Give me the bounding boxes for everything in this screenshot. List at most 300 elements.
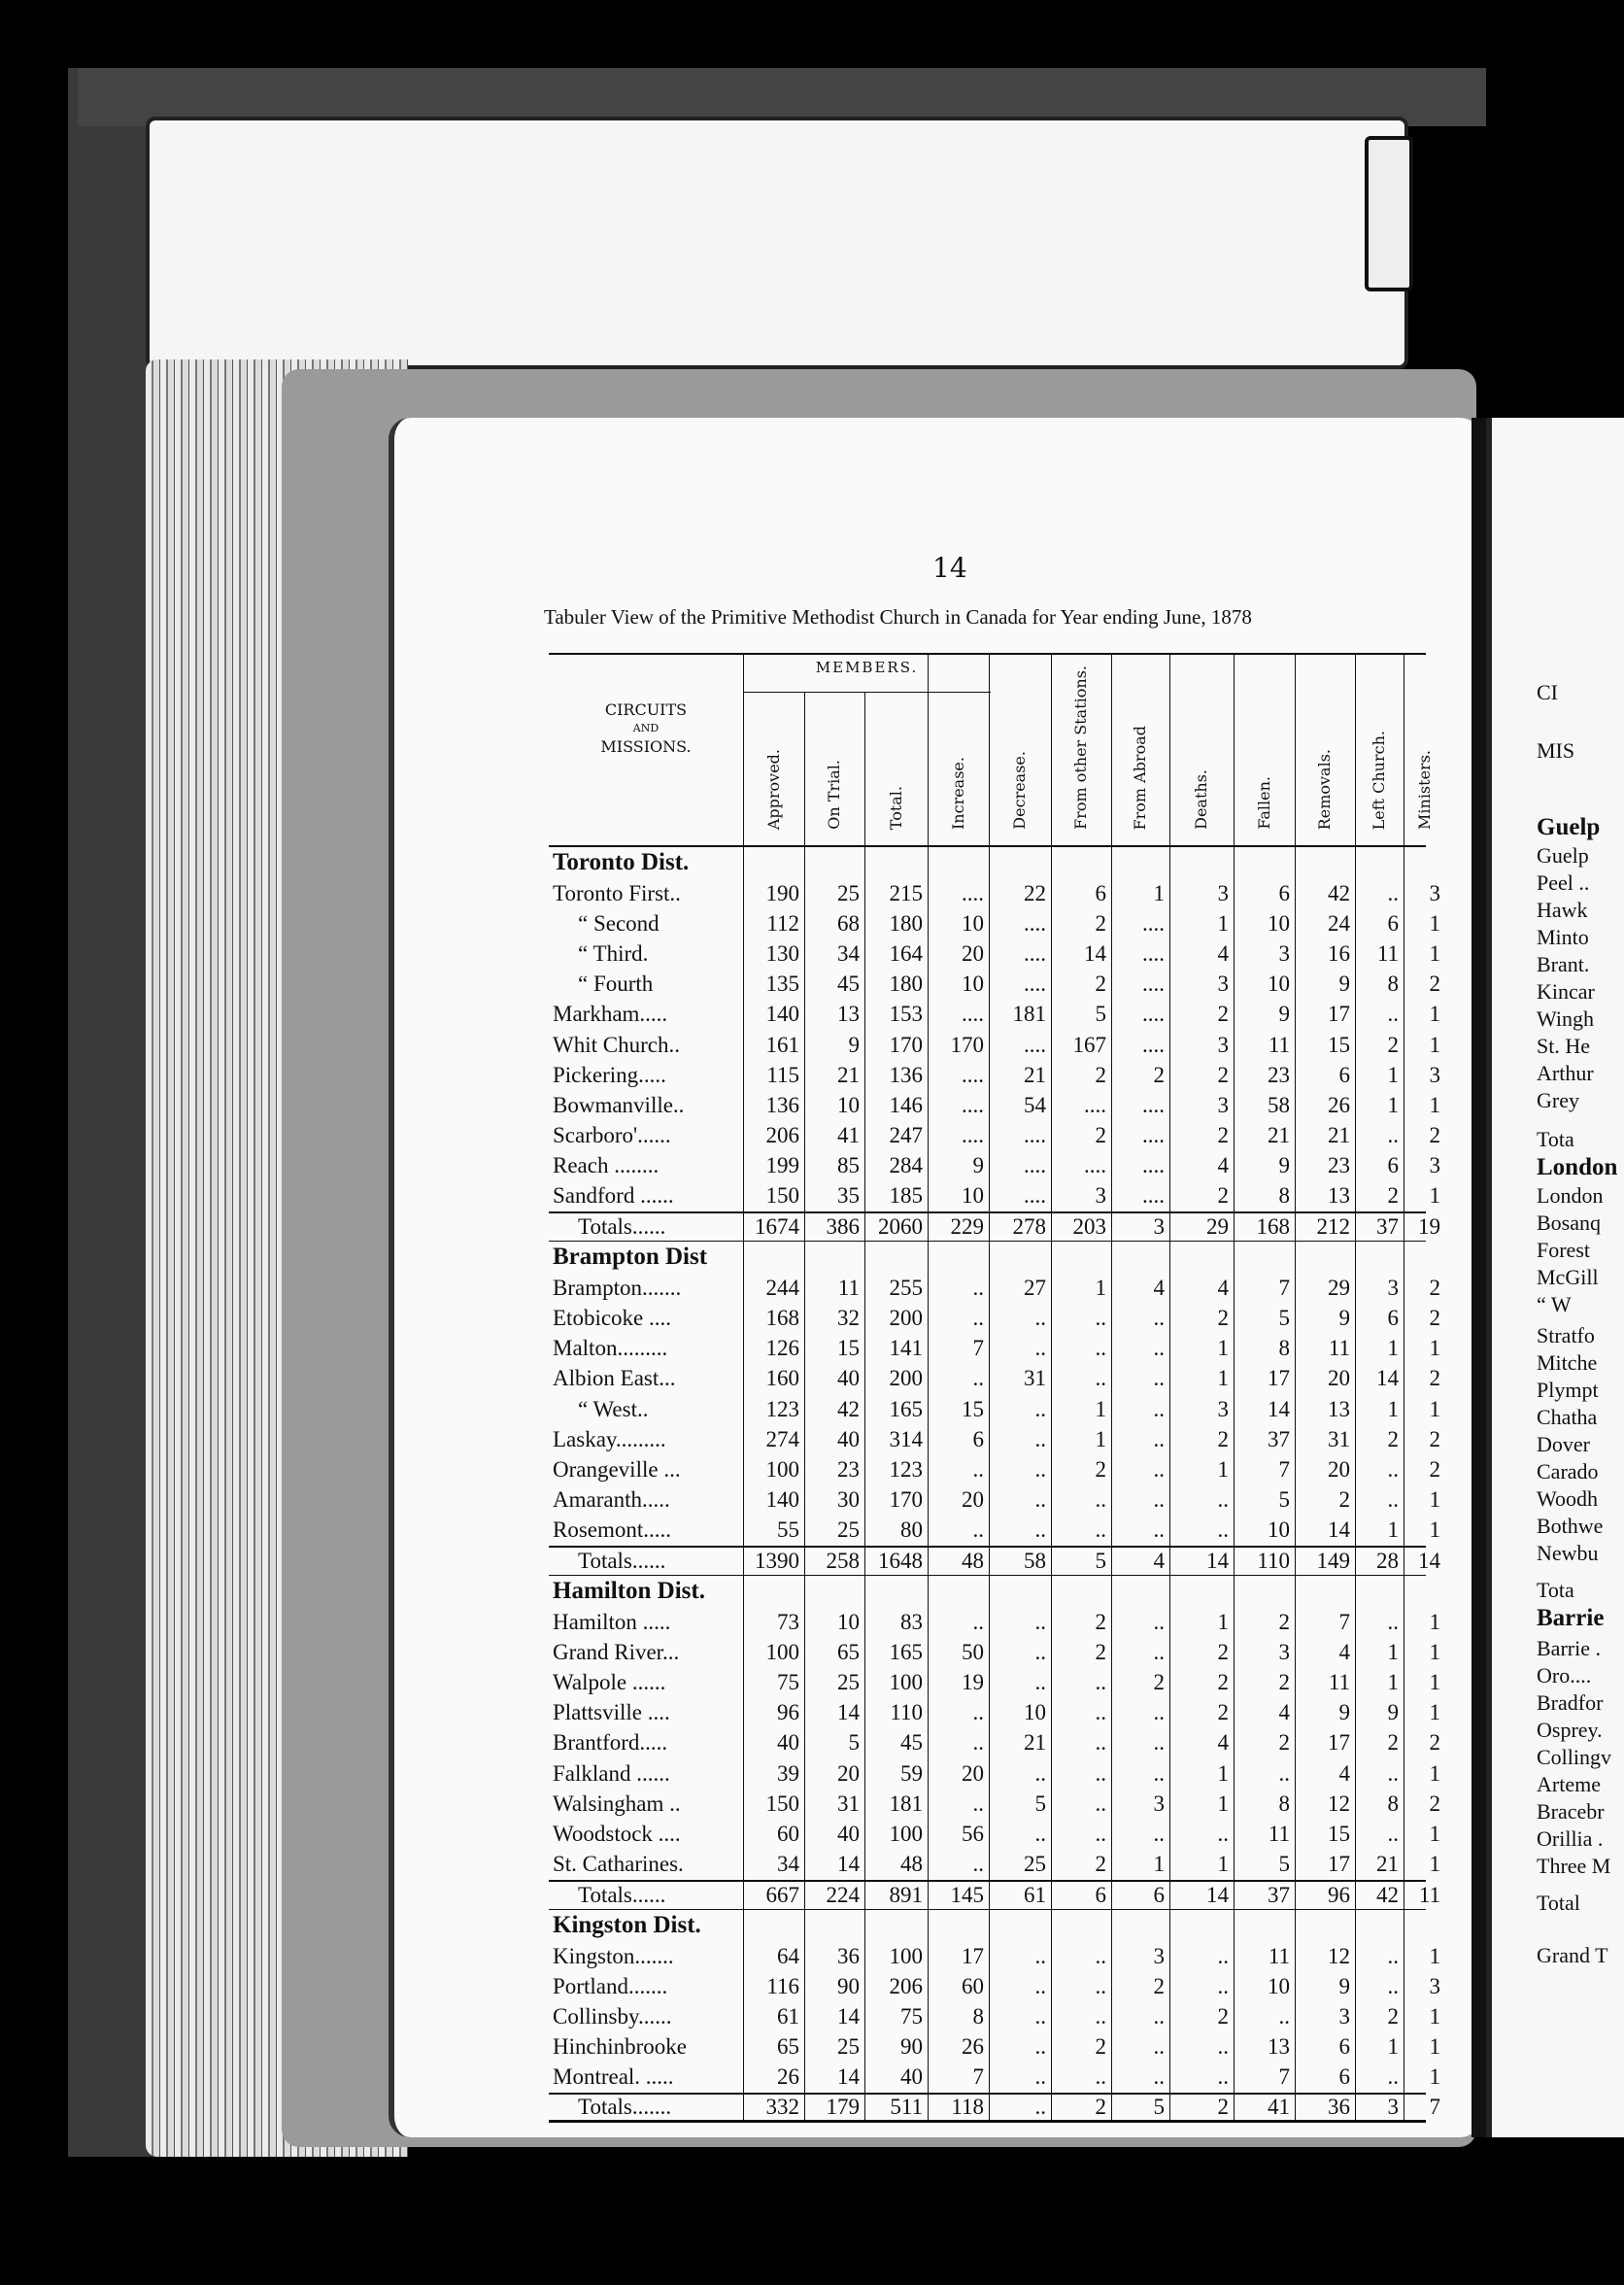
table-cell: 20: [804, 1758, 864, 1789]
column-header-label: Left Church.: [1370, 730, 1388, 830]
table-cell: 6: [1355, 908, 1404, 938]
table-cell: 5: [1234, 1850, 1295, 1880]
table-cell: 21: [989, 1728, 1051, 1758]
table-cell: 1: [1169, 1789, 1234, 1819]
circuit-name: Falkland ......: [553, 1760, 670, 1786]
table-cell: 12: [1295, 1789, 1355, 1819]
table-cell: 1: [1404, 1758, 1445, 1789]
table-cell: ..: [1111, 1303, 1169, 1333]
table-cell: ..: [1051, 1819, 1111, 1849]
table-cell: ..: [989, 2032, 1051, 2063]
table-cell: ..: [1234, 2001, 1295, 2031]
table-cell: 29: [1295, 1273, 1355, 1303]
table-cell: ..: [928, 1607, 989, 1637]
column-header-label: Removals.: [1315, 748, 1334, 830]
table-cell: 14: [1404, 1548, 1445, 1575]
table-cell: [864, 1242, 928, 1273]
table-cell: 2: [1169, 1181, 1234, 1211]
table-cell: 7: [1404, 2095, 1445, 2120]
table-cell: 247: [864, 1121, 928, 1151]
table-cell: 9: [1295, 1303, 1355, 1333]
table-cell: 2: [1234, 1728, 1295, 1758]
circuits-header: [549, 699, 743, 759]
circuit-name: Totals......: [578, 1549, 666, 1574]
column-header: [928, 757, 989, 830]
table-cell: 6: [1111, 1882, 1169, 1909]
table-cell: ..: [1355, 1758, 1404, 1789]
table-cell: ....: [1111, 1181, 1169, 1211]
table-cell: 54: [989, 1090, 1051, 1120]
table-cell: 161: [743, 1030, 804, 1060]
table-cell: ..: [989, 1941, 1051, 1971]
table-cell: 11: [1234, 1030, 1295, 1060]
table-cell: [804, 1242, 864, 1273]
table-cell: 1: [1051, 1273, 1111, 1303]
table-row: [549, 878, 1440, 908]
table-cell: 34: [743, 1850, 804, 1880]
table-cell: 40: [804, 1819, 864, 1849]
opposite-page-text: St. He: [1537, 1034, 1590, 1058]
table-cell: 27: [989, 1273, 1051, 1303]
circuit-name: Hinchinbrooke: [553, 2034, 687, 2060]
table-cell: [989, 847, 1051, 878]
opposite-page-text: CI: [1537, 680, 1558, 704]
table-cell: 58: [989, 1548, 1051, 1575]
table-cell: 80: [864, 1516, 928, 1546]
column-header: [1234, 776, 1295, 830]
table-cell: [1111, 847, 1169, 878]
table-cell: 170: [864, 1030, 928, 1060]
opposite-page-text: Kincar: [1537, 979, 1595, 1004]
opposite-page-text: Mitche: [1537, 1350, 1598, 1375]
table-cell: ..: [989, 1334, 1051, 1364]
table-cell: [743, 1910, 804, 1941]
table-row: [549, 1273, 1440, 1303]
table-cell: ..: [1051, 1971, 1111, 2001]
table-cell: 37: [1355, 1213, 1404, 1241]
table-cell: 1: [1404, 1819, 1445, 1849]
opposite-page-text: Bracebr: [1537, 1799, 1605, 1824]
table-cell: 19: [928, 1668, 989, 1698]
opposite-page-text: Arthur: [1537, 1061, 1594, 1085]
table-cell: [989, 1576, 1051, 1607]
table-cell: 1: [1111, 878, 1169, 908]
opposite-page-text: Minto: [1537, 925, 1589, 949]
table-cell: 32: [804, 1303, 864, 1333]
table-cell: 21: [1234, 1121, 1295, 1151]
table-row: [549, 1850, 1440, 1880]
table-cell: 41: [1234, 2095, 1295, 2120]
table-cell: ..: [1051, 1789, 1111, 1819]
table-cell: 7: [1295, 1607, 1355, 1637]
table-cell: ..: [1355, 1971, 1404, 2001]
table-row: [549, 1819, 1440, 1849]
table-cell: 7: [1234, 1454, 1295, 1484]
table-cell: [804, 1576, 864, 1607]
table-cell: 284: [864, 1151, 928, 1181]
table-cell: 45: [864, 1728, 928, 1758]
table-cell: 1: [1169, 1607, 1234, 1637]
table-cell: ..: [1111, 2032, 1169, 2063]
table-row: [549, 1668, 1440, 1698]
table-cell: 1: [1404, 938, 1445, 969]
table-cell: 13: [804, 1000, 864, 1030]
table-row: [549, 938, 1440, 969]
table-cell: ..: [1169, 1941, 1234, 1971]
table-cell: 23: [1295, 1151, 1355, 1181]
table-cell: ..: [1355, 1485, 1404, 1516]
table-row: [549, 1698, 1440, 1728]
table-cell: 25: [804, 1516, 864, 1546]
table-cell: 11: [1295, 1334, 1355, 1364]
table-cell: ..: [1051, 1941, 1111, 1971]
table-cell: 2: [1404, 1454, 1445, 1484]
column-header: [1051, 665, 1111, 830]
table-cell: 1: [1111, 1850, 1169, 1880]
table-cell: [1355, 847, 1404, 878]
table-cell: 8: [1234, 1181, 1295, 1211]
table-cell: 1: [1355, 2032, 1404, 2063]
table-cell: 2: [1051, 1607, 1111, 1637]
table-cell: 3: [1355, 2095, 1404, 2120]
circuit-name: “ Fourth: [578, 972, 654, 997]
table-cell: [1234, 1576, 1295, 1607]
table-cell: ..: [1111, 1424, 1169, 1454]
table-cell: 6: [1295, 1060, 1355, 1090]
table-cell: ....: [1111, 970, 1169, 1000]
table-row: [549, 1060, 1440, 1090]
table-cell: 1: [1355, 1637, 1404, 1667]
table-cell: 4: [1234, 1698, 1295, 1728]
table-cell: ..: [1169, 2032, 1234, 2063]
table-cell: [928, 847, 989, 878]
table-cell: ..: [1355, 878, 1404, 908]
table-cell: 1: [1404, 2063, 1445, 2093]
table-cell: 40: [804, 1364, 864, 1394]
table-cell: 2: [1051, 970, 1111, 1000]
table-cell: 4: [1295, 1758, 1355, 1789]
table-cell: 150: [743, 1181, 804, 1211]
table-cell: 168: [1234, 1213, 1295, 1241]
opposite-page-text: Guelp: [1537, 814, 1601, 840]
table-cell: 140: [743, 1000, 804, 1030]
table-cell: [864, 1910, 928, 1941]
table-cell: 1: [1169, 1364, 1234, 1394]
table-cell: 42: [1295, 878, 1355, 908]
table-cell: 56: [928, 1819, 989, 1849]
table-cell: 332: [743, 2095, 804, 2120]
table-cell: 1: [1404, 1334, 1445, 1364]
table-cell: ..: [1169, 2063, 1234, 2093]
table-cell: [1051, 1242, 1111, 1273]
table-cell: 1: [1404, 2032, 1445, 2063]
table-cell: 31: [804, 1789, 864, 1819]
table-cell: 13: [1295, 1181, 1355, 1211]
table-cell: ..: [1355, 1454, 1404, 1484]
opposite-page-text: Barrie: [1537, 1605, 1605, 1631]
table-cell: 25: [804, 878, 864, 908]
table-cell: 41: [804, 1121, 864, 1151]
circuit-name: Collinsby......: [553, 2003, 672, 2029]
column-header-label: From Abroad: [1131, 725, 1149, 830]
opposite-page-text: McGill: [1537, 1265, 1599, 1289]
table-cell: 17: [928, 1941, 989, 1971]
table-cell: 274: [743, 1424, 804, 1454]
table-cell: 1: [1404, 1668, 1445, 1698]
table-cell: [743, 1242, 804, 1273]
table-cell: ..: [1355, 1000, 1404, 1030]
table-cell: 2: [1404, 1273, 1445, 1303]
members-group-header: MEMBERS.: [815, 659, 919, 676]
opposite-page-text: Bradfor: [1537, 1690, 1604, 1715]
table-cell: ....: [928, 1121, 989, 1151]
table-cell: 7: [928, 1334, 989, 1364]
table-cell: 21: [1355, 1850, 1404, 1880]
table-cell: 1674: [743, 1213, 804, 1241]
table-cell: [864, 847, 928, 878]
table-row: [549, 1941, 1440, 1971]
table-cell: ..: [1169, 1819, 1234, 1849]
table-cell: 8: [928, 2001, 989, 2031]
table-cell: ..: [989, 1303, 1051, 1333]
table-cell: 37: [1234, 1424, 1295, 1454]
table-cell: 4: [1111, 1548, 1169, 1575]
table-cell: 136: [864, 1060, 928, 1090]
table-cell: 1: [1169, 1454, 1234, 1484]
table-cell: 3: [1051, 1181, 1111, 1211]
table-cell: ..: [1111, 2001, 1169, 2031]
opposite-page-text: Chatha: [1537, 1405, 1598, 1429]
circuits-label: CIRCUITS: [604, 700, 688, 719]
circuit-name: “ West..: [578, 1396, 649, 1421]
table-row: [549, 2032, 1440, 2063]
table-cell: 25: [804, 1668, 864, 1698]
table-cell: 96: [743, 1698, 804, 1728]
table-cell: ..: [1111, 1819, 1169, 1849]
table-cell: ..: [989, 1819, 1051, 1849]
table-cell: [1051, 847, 1111, 878]
table-cell: 9: [1295, 1698, 1355, 1728]
table-cell: [1169, 847, 1234, 878]
table-cell: 2: [1234, 1668, 1295, 1698]
table-cell: 2: [1051, 1060, 1111, 1090]
table-cell: 2: [1051, 1850, 1111, 1880]
table-cell: 10: [989, 1698, 1051, 1728]
circuit-name: Totals......: [578, 1214, 666, 1240]
table-cell: 2: [1169, 1424, 1234, 1454]
table-cell: [1355, 1576, 1404, 1607]
column-header: [864, 786, 928, 830]
table-cell: 199: [743, 1151, 804, 1181]
table-cell: [1111, 1576, 1169, 1607]
table-cell: ....: [989, 1121, 1051, 1151]
table-cell: ..: [928, 1364, 989, 1394]
table-cell: [804, 1910, 864, 1941]
circuit-name: Laskay.........: [553, 1426, 666, 1451]
table-cell: 160: [743, 1364, 804, 1394]
table-cell: 73: [743, 1607, 804, 1637]
opposite-page-text: Orillia .: [1537, 1826, 1604, 1851]
table-cell: ..: [928, 1273, 989, 1303]
table-cell: 891: [864, 1882, 928, 1909]
table-cell: 1390: [743, 1548, 804, 1575]
table-cell: 146: [864, 1090, 928, 1120]
table-cell: [1111, 1242, 1169, 1273]
table-cell: 9: [804, 1030, 864, 1060]
table-cell: 30: [804, 1485, 864, 1516]
table-cell: 6: [1295, 2063, 1355, 2093]
column-header-label: On Trial.: [825, 760, 843, 830]
table-cell: 1: [1355, 1668, 1404, 1698]
table-cell: 17: [1234, 1364, 1295, 1394]
table-cell: 14: [804, 2063, 864, 2093]
table-cell: 17: [1295, 1850, 1355, 1880]
table-cell: ....: [928, 878, 989, 908]
table-cell: 3: [1111, 1213, 1169, 1241]
table-cell: [1169, 1242, 1234, 1273]
table-cell: 6: [1234, 878, 1295, 908]
table-cell: [1295, 1910, 1355, 1941]
table-cell: ..: [1111, 1334, 1169, 1364]
table-cell: 2: [1404, 1728, 1445, 1758]
table-cell: 9: [1234, 1000, 1295, 1030]
table-cell: 55: [743, 1516, 804, 1546]
table-cell: 15: [928, 1394, 989, 1424]
table-cell: 170: [864, 1485, 928, 1516]
table-cell: 116: [743, 1971, 804, 2001]
table-row: [549, 970, 1440, 1000]
table-cell: 1: [1404, 1850, 1445, 1880]
table-cell: ..: [1051, 1758, 1111, 1789]
table-cell: 35: [804, 1181, 864, 1211]
circuit-name: Toronto First..: [553, 880, 681, 905]
table-cell: 2: [1051, 908, 1111, 938]
table-cell: ..: [928, 1303, 989, 1333]
table-cell: ..: [989, 1758, 1051, 1789]
table-cell: [1169, 1910, 1234, 1941]
opposite-page-text: Guelp: [1537, 843, 1589, 868]
table-cell: [1169, 1576, 1234, 1607]
table-cell: 4: [1169, 1151, 1234, 1181]
table-cell: 100: [864, 1941, 928, 1971]
table-cell: 11: [1404, 1882, 1445, 1909]
table-cell: 48: [864, 1850, 928, 1880]
district-row: [549, 847, 1426, 878]
circuit-name: “ Third.: [578, 940, 649, 966]
table-cell: 7: [1234, 2063, 1295, 2093]
circuit-name: Totals......: [578, 1882, 666, 1907]
circuit-name: Brantford.....: [553, 1730, 668, 1756]
page-number: 14: [932, 552, 967, 584]
table-cell: 31: [1295, 1424, 1355, 1454]
table-cell: 2: [1051, 1121, 1111, 1151]
table-cell: 224: [804, 1882, 864, 1909]
table-cell: ..: [1051, 1303, 1111, 1333]
table-cell: ..: [1051, 1516, 1111, 1546]
table-cell: ..: [989, 1668, 1051, 1698]
table-row: [549, 1121, 1440, 1151]
table-cell: 2: [1051, 1454, 1111, 1484]
table-cell: ..: [989, 1394, 1051, 1424]
circuit-name: Malton.........: [553, 1336, 668, 1361]
table-cell: 130: [743, 938, 804, 969]
table-row: [549, 1394, 1440, 1424]
table-cell: 83: [864, 1607, 928, 1637]
table-cell: 215: [864, 878, 928, 908]
table-cell: 7: [928, 2063, 989, 2093]
table-cell: 181: [864, 1789, 928, 1819]
table-cell: 59: [864, 1758, 928, 1789]
members-rule: [743, 692, 991, 693]
table-cell: 2: [1355, 1030, 1404, 1060]
table-cell: 20: [1295, 1364, 1355, 1394]
table-row: [549, 1000, 1440, 1030]
table-cell: 8: [1355, 970, 1404, 1000]
table-cell: 1: [1355, 1334, 1404, 1364]
opposite-page-text: London: [1537, 1154, 1618, 1180]
table-row: [549, 1334, 1440, 1364]
table-cell: 34: [804, 938, 864, 969]
table-cell: ....: [1111, 1000, 1169, 1030]
table-cell: [1295, 847, 1355, 878]
table-cell: 110: [1234, 1548, 1295, 1575]
table-cell: 203: [1051, 1213, 1111, 1241]
table-cell: ....: [1111, 908, 1169, 938]
table-cell: 1: [1169, 1334, 1234, 1364]
district-row: [549, 1242, 1426, 1273]
table-cell: 1: [1404, 1090, 1445, 1120]
table-row: [549, 1516, 1440, 1546]
opposite-page-text: Collingv: [1537, 1745, 1612, 1769]
table-cell: ..: [1051, 1485, 1111, 1516]
table-cell: 13: [1234, 2032, 1295, 2063]
table-cell: 2: [1404, 1303, 1445, 1333]
table-cell: 6: [1295, 2032, 1355, 2063]
table-cell: 9: [1295, 970, 1355, 1000]
table-cell: ..: [1111, 1364, 1169, 1394]
table-cell: 1: [1404, 1000, 1445, 1030]
table-cell: ....: [989, 938, 1051, 969]
table-cell: 200: [864, 1303, 928, 1333]
column-header: [1355, 731, 1404, 830]
table-cell: 11: [1355, 938, 1404, 969]
table-cell: 17: [1295, 1728, 1355, 1758]
table-row: [549, 1030, 1440, 1060]
table-cell: 1: [1169, 908, 1234, 938]
table-cell: 14: [1355, 1364, 1404, 1394]
table-cell: ....: [1051, 1151, 1111, 1181]
table-cell: 1: [1404, 1607, 1445, 1637]
table-cell: ..: [928, 1789, 989, 1819]
table-cell: ....: [989, 1030, 1051, 1060]
table-cell: ..: [989, 1454, 1051, 1484]
table-cell: ....: [989, 970, 1051, 1000]
table-cell: 1: [1404, 1516, 1445, 1546]
table-cell: 145: [928, 1882, 989, 1909]
table-cell: ..: [1234, 1758, 1295, 1789]
table-cell: 21: [1295, 1121, 1355, 1151]
column-header-label: Increase.: [948, 756, 967, 830]
table-cell: ..: [1051, 1728, 1111, 1758]
statistics-table: [549, 653, 1440, 2123]
table-cell: 1: [1404, 2001, 1445, 2031]
table-cell: ....: [1111, 1121, 1169, 1151]
table-cell: ....: [928, 1000, 989, 1030]
opposite-page-text: Tota: [1537, 1127, 1574, 1151]
table-cell: ....: [1111, 1151, 1169, 1181]
table-cell: 10: [928, 970, 989, 1000]
table-cell: ..: [1051, 1698, 1111, 1728]
